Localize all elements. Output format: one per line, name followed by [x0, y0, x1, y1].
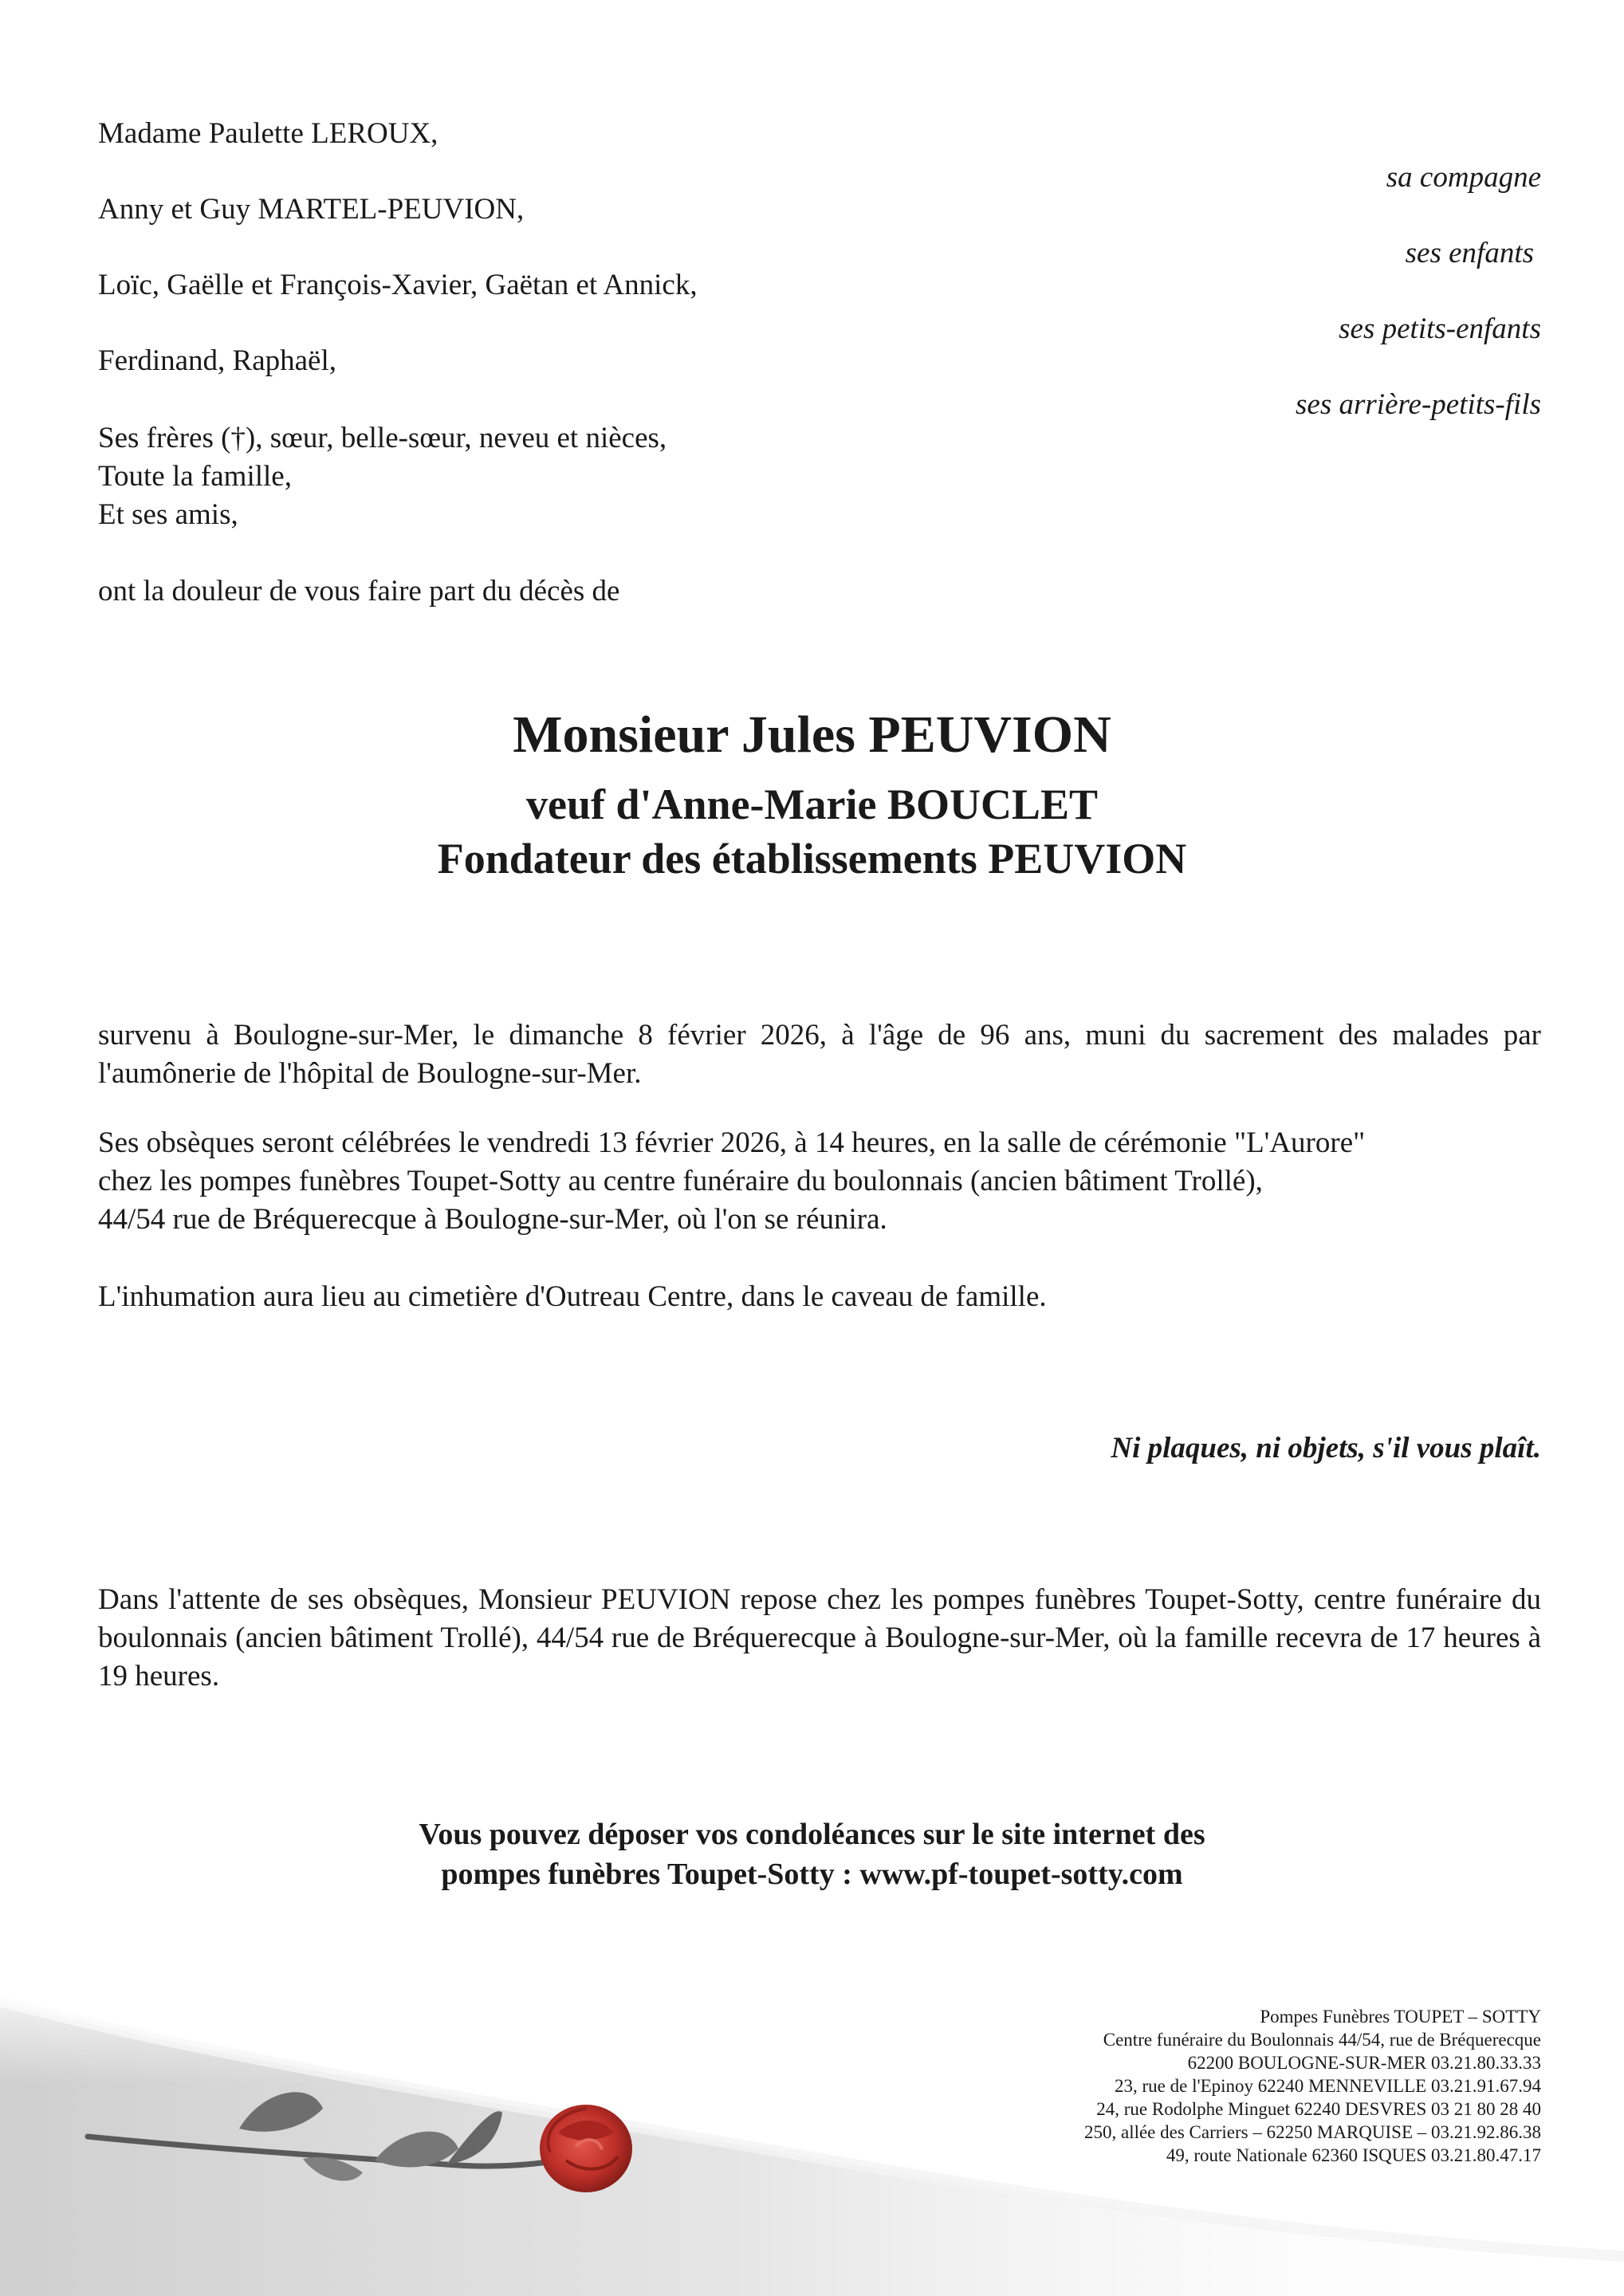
- death-paragraph-text: survenu à Boulogne-sur-Mer, le dimanche 8 février 2026, à l'âge de 96 ans, muni du sacrement des malades par l'aumônerie de l'hôpital de Boulogne-sur-Mer.: [98, 1019, 1541, 1090]
- funeral-home-address-line: 49, route Nationale 62360 ISQUES 03.21.80.47.17: [1166, 2145, 1541, 2165]
- deceased-name: Monsieur Jules PEUVION: [513, 706, 1111, 764]
- funeral-line: chez les pompes funèbres Toupet-Sotty au centre funéraire du boulonnais (ancien bâtiment Trollé),: [98, 1165, 1263, 1197]
- funeral-home-address-line: 250, allée des Carriers – 62250 MARQUISE – 03.21.92.86.38: [1083, 2122, 1541, 2142]
- announcement-text: ont la douleur de vous faire part du décès de: [98, 575, 620, 607]
- funeral-home-address-line: 62200 BOULOGNE-SUR-MER 03.21.80.33.33: [1187, 2053, 1541, 2073]
- wake-paragraph-text: Dans l'attente de ses obsèques, Monsieur PEUVION repose chez les pompes funèbres Toupet-Sotty, centre funéraire du boulonnais (ancien bâtiment Trollé), 44/54 rue de Bréquerecque à Boulogne-sur-Mer, où la famille recevra de 17 heures à 19 heures.: [98, 1583, 1541, 1693]
- relation-label-partner: sa compagne: [1386, 161, 1541, 194]
- death-paragraph: [98, 1016, 1541, 1093]
- condolences-line: pompes funèbres Toupet-Sotty : www.pf-toupet-sotty.com: [441, 1858, 1183, 1891]
- funeral-home-address-line: Centre funéraire du Boulonnais 44/54, rue de Bréquerecque: [1103, 2030, 1541, 2050]
- relation-label-children: ses enfants: [1405, 237, 1534, 269]
- funeral-home-address-line: 24, rue Rodolphe Minguet 62240 DESVRES 03 21 80 28 40: [1096, 2099, 1541, 2119]
- family-line-siblings: Ses frères (†), sœur, belle-sœur, neveu et nièces,: [98, 422, 667, 454]
- family-line-family: Toute la famille,: [98, 460, 292, 493]
- no-plaques-notice: Ni plaques, ni objets, s'il vous plaît.: [1111, 1432, 1541, 1464]
- family-line-children: Anny et Guy MARTEL-PEUVION,: [98, 193, 525, 226]
- relation-label-great-grandchildren: ses arrière-petits-fils: [1296, 388, 1541, 421]
- condolences-line: Vous pouvez déposer vos condoléances sur le site internet des: [419, 1818, 1205, 1851]
- funeral-home-address: [1084, 2005, 1541, 2167]
- family-line-partner: Madame Paulette LEROUX,: [98, 117, 438, 150]
- wake-paragraph: [98, 1581, 1541, 1696]
- funeral-line: Ses obsèques seront célébrées le vendredi 13 février 2026, à 14 heures, en la salle de cérémonie "L'Aurore": [98, 1126, 1366, 1159]
- deceased-role: Fondateur des établissements PEUVION: [437, 835, 1187, 883]
- funeral-home-address-line: 23, rue de l'Epinoy 62240 MENNEVILLE 03.21.91.67.94: [1115, 2076, 1541, 2096]
- relation-label-grandchildren: ses petits-enfants: [1339, 313, 1541, 345]
- family-line-great-grandchildren: Ferdinand, Raphaël,: [98, 344, 336, 377]
- funeral-line: 44/54 rue de Bréquerecque à Boulogne-sur-Mer, où l'on se réunira.: [98, 1203, 887, 1236]
- burial-text: L'inhumation aura lieu au cimetière d'Outreau Centre, dans le caveau de famille.: [98, 1280, 1047, 1313]
- deceased-widower: veuf d'Anne-Marie BOUCLET: [525, 780, 1098, 828]
- funeral-home-name: Pompes Funèbres TOUPET – SOTTY: [1260, 2007, 1541, 2027]
- funeral-paragraph: [98, 1124, 1541, 1239]
- family-line-friends: Et ses amis,: [98, 498, 238, 531]
- family-line-grandchildren: Loïc, Gaëlle et François-Xavier, Gaëtan et Annick,: [98, 269, 698, 301]
